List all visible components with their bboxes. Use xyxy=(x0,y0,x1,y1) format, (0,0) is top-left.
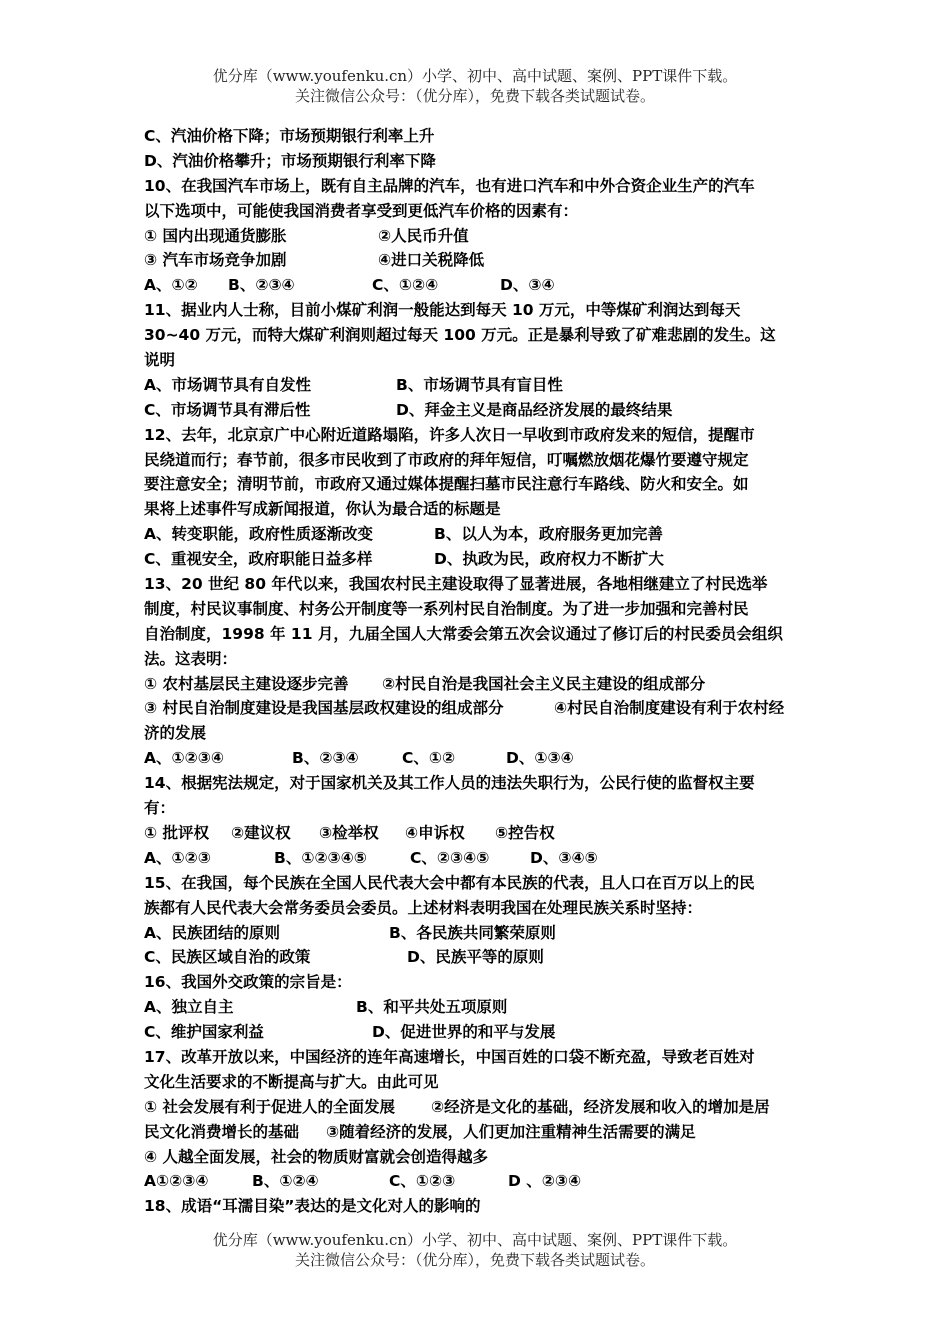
text-line xyxy=(144,622,810,647)
text-segment: 11、据业内人士称，目前小煤矿利润一般能达到每天 10 万元，中等煤矿利润达到每天 xyxy=(144,301,741,320)
text-line xyxy=(144,174,810,199)
text-segment: B、①②③④⑤ xyxy=(274,848,367,867)
text-segment: C、汽油价格下降；市场预期银行利率上升 xyxy=(144,127,435,145)
text-segment: 有： xyxy=(144,799,176,818)
text-line xyxy=(144,846,810,871)
text-segment: 果将上述事件写成新闻报道，你认为最合适的标题是 xyxy=(144,500,501,519)
text-segment: 文化生活要求的不断提高与扩大。由此可见 xyxy=(144,1072,439,1091)
footer-line-1: 优分库（www.youfenku.cn）小学、初中、高中试题、案例、PPT课件下载。 xyxy=(212,1231,738,1249)
text-segment: 族都有人民代表大会常务委员会委员。上述材料表明我国在处理民族关系时坚持： xyxy=(144,898,703,917)
text-segment: ④ 人越全面发展，社会的物质财富就会创造得越多 xyxy=(144,1147,489,1166)
text-segment: 济的发展 xyxy=(144,724,207,743)
text-line xyxy=(144,497,810,522)
text-segment: D、民族平等的原则 xyxy=(407,948,544,967)
text-line xyxy=(144,647,810,672)
text-segment: D、执政为民，政府权力不断扩大 xyxy=(434,550,664,569)
question-body xyxy=(144,124,810,1219)
text-line xyxy=(144,373,810,398)
text-segment: B、各民族共同繁荣原则 xyxy=(389,923,556,942)
text-line xyxy=(144,1045,810,1070)
text-line xyxy=(144,472,810,497)
text-segment: 12、去年，北京京广中心附近道路塌陷，许多人次日一早收到市政府发来的短信，提醒市 xyxy=(144,425,755,444)
text-segment: ②村民自治是我国社会主义民主建设的组成部分 xyxy=(382,674,706,693)
text-segment: C、①②④ xyxy=(372,276,439,295)
text-segment: 要注意安全；清明节前，市政府又通过媒体提醒扫墓市民注意行车路线、防火和安全。如 xyxy=(144,475,749,494)
page-footer xyxy=(0,1230,950,1270)
text-line xyxy=(144,1169,810,1194)
text-segment: A、市场调节具有自发性 xyxy=(144,375,311,394)
text-segment: A、独立自主 xyxy=(144,998,234,1017)
text-segment: B、和平共处五项原则 xyxy=(356,998,508,1017)
text-segment: C、市场调节具有滞后性 xyxy=(144,400,311,419)
text-line xyxy=(144,348,810,373)
text-line xyxy=(144,970,810,995)
text-line xyxy=(144,273,810,298)
text-line xyxy=(144,746,810,771)
text-segment: B、②③④ xyxy=(292,749,359,768)
text-segment: ① 农村基层民主建设逐步完善 xyxy=(144,674,349,693)
text-line xyxy=(144,547,810,572)
text-segment: C、维护国家利益 xyxy=(144,1023,264,1042)
text-segment: D、③④ xyxy=(500,276,555,295)
text-segment: D、拜金主义是商品经济发展的最终结果 xyxy=(396,400,673,419)
text-line xyxy=(144,423,810,448)
text-segment: ① 国内出现通货膨胀 xyxy=(144,226,287,245)
text-segment: A、民族团结的原则 xyxy=(144,923,280,942)
text-segment: ① 社会发展有利于促进人的全面发展 xyxy=(144,1097,396,1116)
text-segment: D、③④⑤ xyxy=(530,848,598,867)
text-line xyxy=(144,1070,810,1095)
text-segment: C、②③④⑤ xyxy=(410,848,490,867)
text-segment: ⑤控告权 xyxy=(495,823,555,842)
text-segment: A、转变职能，政府性质逐渐改变 xyxy=(144,525,373,544)
text-segment: D 、②③④ xyxy=(508,1172,582,1191)
text-segment: ④村民自治制度建设有利于农村经 xyxy=(554,699,785,718)
text-segment: C、重视安全，政府职能日益多样 xyxy=(144,550,373,569)
text-segment: ②经济是文化的基础，经济发展和收入的增加是居 xyxy=(431,1097,770,1116)
text-segment: ③检举权 xyxy=(319,823,379,842)
text-segment: 16、我国外交政策的宗旨是： xyxy=(144,973,352,992)
text-segment: 17、改革开放以来，中国经济的连年高速增长，中国百姓的口袋不断充盈，导致老百姓对 xyxy=(144,1047,755,1066)
footer-line-2: 关注微信公众号：（优分库），免费下载各类试题试卷。 xyxy=(294,1251,655,1269)
text-segment: 10、在我国汽车市场上，既有自主品牌的汽车，也有进口汽车和中外合资企业生产的汽车 xyxy=(144,176,755,195)
text-segment: D、促进世界的和平与发展 xyxy=(372,1023,556,1042)
text-segment: D、汽油价格攀升；市场预期银行利率下降 xyxy=(144,151,436,170)
text-segment: ③ 汽车市场竞争加剧 xyxy=(144,251,287,270)
text-line xyxy=(144,248,810,273)
text-line xyxy=(144,945,810,970)
text-segment: D、①③④ xyxy=(506,749,574,768)
text-segment: 制度，村民议事制度、村务公开制度等一系列村民自治制度。为了进一步加强和完善村民 xyxy=(144,599,749,618)
text-line xyxy=(144,921,810,946)
text-line xyxy=(144,696,810,721)
text-segment: ③ 村民自治制度建设是我国基层政权建设的组成部分 xyxy=(144,699,504,718)
text-line xyxy=(144,448,810,473)
text-line xyxy=(144,1095,810,1120)
text-segment: B、以人为本，政府服务更加完善 xyxy=(434,525,663,544)
text-segment: 18、成语“耳濡目染”表达的是文化对人的影响的 xyxy=(144,1197,481,1216)
text-segment: C、①②③ xyxy=(389,1172,456,1191)
text-segment: ②人民币升值 xyxy=(378,226,469,245)
text-line xyxy=(144,199,810,224)
text-segment: 法。这表明： xyxy=(144,649,238,668)
text-line xyxy=(144,1020,810,1045)
text-line xyxy=(144,896,810,921)
header-line-2: 关注微信公众号：（优分库），免费下载各类试题试卷。 xyxy=(294,87,655,105)
text-segment: ④申诉权 xyxy=(405,823,465,842)
text-line xyxy=(144,597,810,622)
text-segment: 自治制度，1998 年 11 月，九届全国人大常委会第五次会议通过了修订后的村民委员会组织 xyxy=(144,624,783,643)
text-line xyxy=(144,796,810,821)
text-segment: C、①② xyxy=(402,749,456,768)
text-segment: 14、根据宪法规定，对于国家机关及其工作人员的违法失职行为，公民行使的监督权主要 xyxy=(144,774,755,793)
text-segment: 以下选项中，可能使我国消费者享受到更低汽车价格的因素有： xyxy=(144,201,579,220)
text-segment: ① 批评权 xyxy=(144,823,210,842)
text-line xyxy=(144,298,810,323)
text-line xyxy=(144,124,810,149)
text-line xyxy=(144,821,810,846)
text-line xyxy=(144,1194,810,1219)
text-segment: ③随着经济的发展，人们更加注重精神生活需要的满足 xyxy=(326,1122,696,1141)
text-line xyxy=(144,224,810,249)
text-segment: C、民族区域自治的政策 xyxy=(144,948,311,967)
text-line xyxy=(144,149,810,174)
text-line xyxy=(144,672,810,697)
text-line xyxy=(144,1145,810,1170)
text-line xyxy=(144,771,810,796)
text-line xyxy=(144,871,810,896)
text-segment: 民绕道而行；春节前，很多市民收到了市政府的拜年短信，叮嘱燃放烟花爆竹要遵守规定 xyxy=(144,450,749,469)
text-segment: B、市场调节具有盲目性 xyxy=(396,375,563,394)
text-segment: 说明 xyxy=(144,351,176,370)
text-segment: A、①②③ xyxy=(144,848,211,867)
text-segment: ④进口关税降低 xyxy=(378,251,485,270)
text-segment: 15、在我国，每个民族在全国人民代表大会中都有本民族的代表，且人口在百万以上的民 xyxy=(144,873,755,892)
text-line xyxy=(144,721,810,746)
text-segment: 13、20 世纪 80 年代以来，我国农村民主建设取得了显著进展，各地相继建立了村民选举 xyxy=(144,575,768,594)
text-segment: A、①②③④ xyxy=(144,749,224,768)
text-segment: A①②③④ xyxy=(144,1172,209,1191)
text-line xyxy=(144,522,810,547)
text-segment: B、①②④ xyxy=(252,1172,319,1191)
text-segment: 30~40 万元，而特大煤矿利润则超过每天 100 万元。正是暴利导致了矿难悲剧的发生。这 xyxy=(144,326,776,345)
page-header xyxy=(0,66,950,106)
text-line xyxy=(144,323,810,348)
text-line xyxy=(144,995,810,1020)
header-line-1: 优分库（www.youfenku.cn）小学、初中、高中试题、案例、PPT课件下载。 xyxy=(212,67,738,85)
text-segment: ②建议权 xyxy=(231,823,291,842)
text-line xyxy=(144,1120,810,1145)
text-segment: 民文化消费增长的基础 xyxy=(144,1122,300,1141)
text-line xyxy=(144,572,810,597)
text-segment: A、①② xyxy=(144,276,198,295)
text-segment: B、②③④ xyxy=(228,276,295,295)
text-line xyxy=(144,398,810,423)
